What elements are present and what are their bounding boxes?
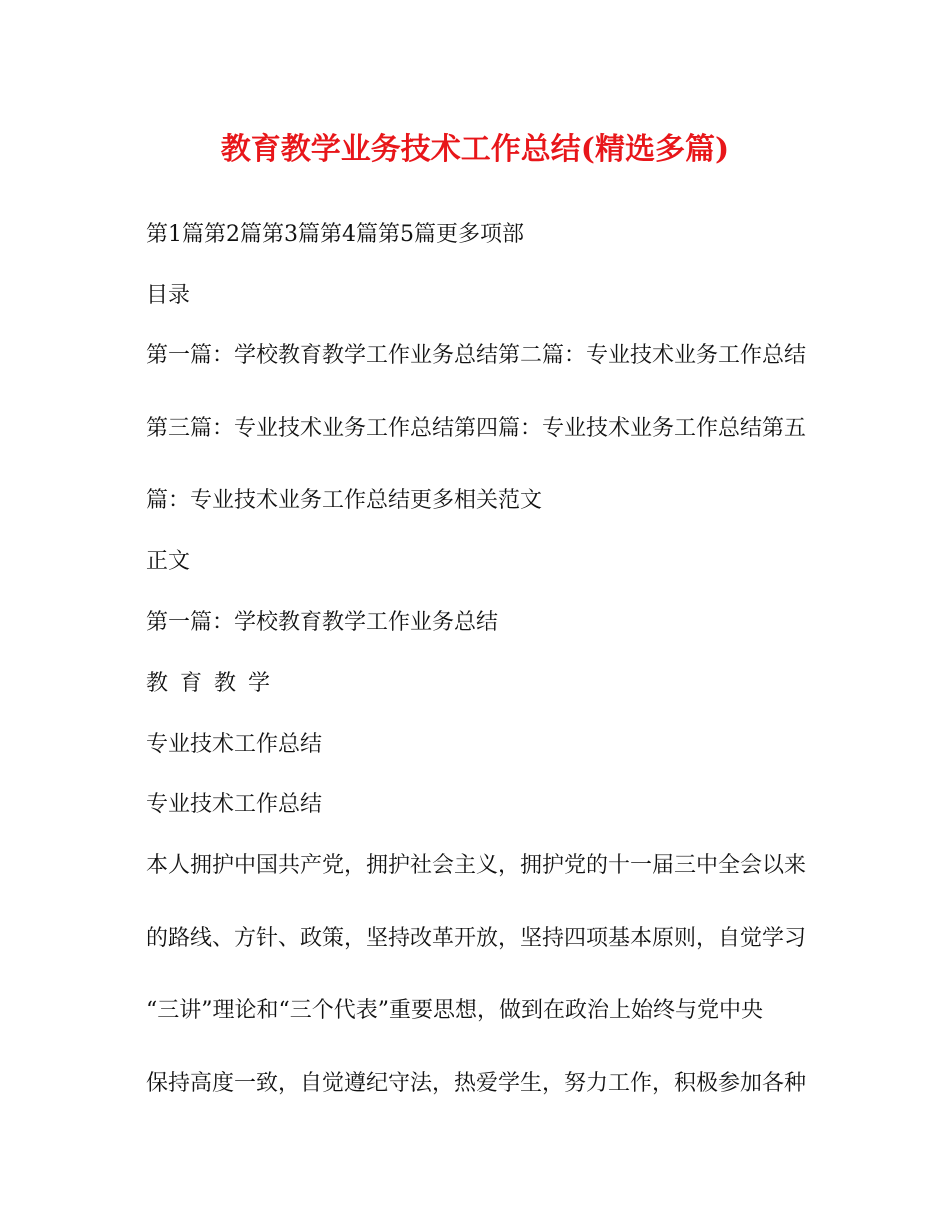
subheading: 专业技术工作总结	[146, 792, 323, 817]
article-nav-line: 第1篇第2篇第3篇第4篇第5篇更多项部	[146, 222, 524, 247]
toc-line: 篇：专业技术业务工作总结更多相关范文	[146, 488, 543, 513]
document-title: 教育教学业务技术工作总结(精选多篇)	[220, 132, 730, 167]
paragraph-line: “三讲”理论和“三个代表”重要思想，做到在政治上始终与党中央	[146, 998, 763, 1023]
toc-line: 第一篇：学校教育教学工作业务总结第二篇：专业技术业务工作总结	[146, 343, 807, 368]
body-heading: 正文	[146, 549, 191, 574]
paragraph-line: 保持高度一致，自觉遵纪守法，热爱学生，努力工作，积极参加各种	[146, 1071, 807, 1096]
toc-heading: 目录	[146, 283, 191, 308]
subheading: 专业技术工作总结	[146, 732, 323, 757]
section-title: 第一篇：学校教育教学工作业务总结	[146, 610, 499, 635]
spaced-heading: 教育教学	[146, 671, 283, 696]
paragraph-line: 本人拥护中国共产党，拥护社会主义，拥护党的十一届三中全会以来	[146, 853, 807, 878]
toc-line: 第三篇：专业技术业务工作总结第四篇：专业技术业务工作总结第五	[146, 416, 807, 441]
paragraph-line: 的路线、方针、政策，坚持改革开放，坚持四项基本原则，自觉学习	[146, 926, 807, 951]
